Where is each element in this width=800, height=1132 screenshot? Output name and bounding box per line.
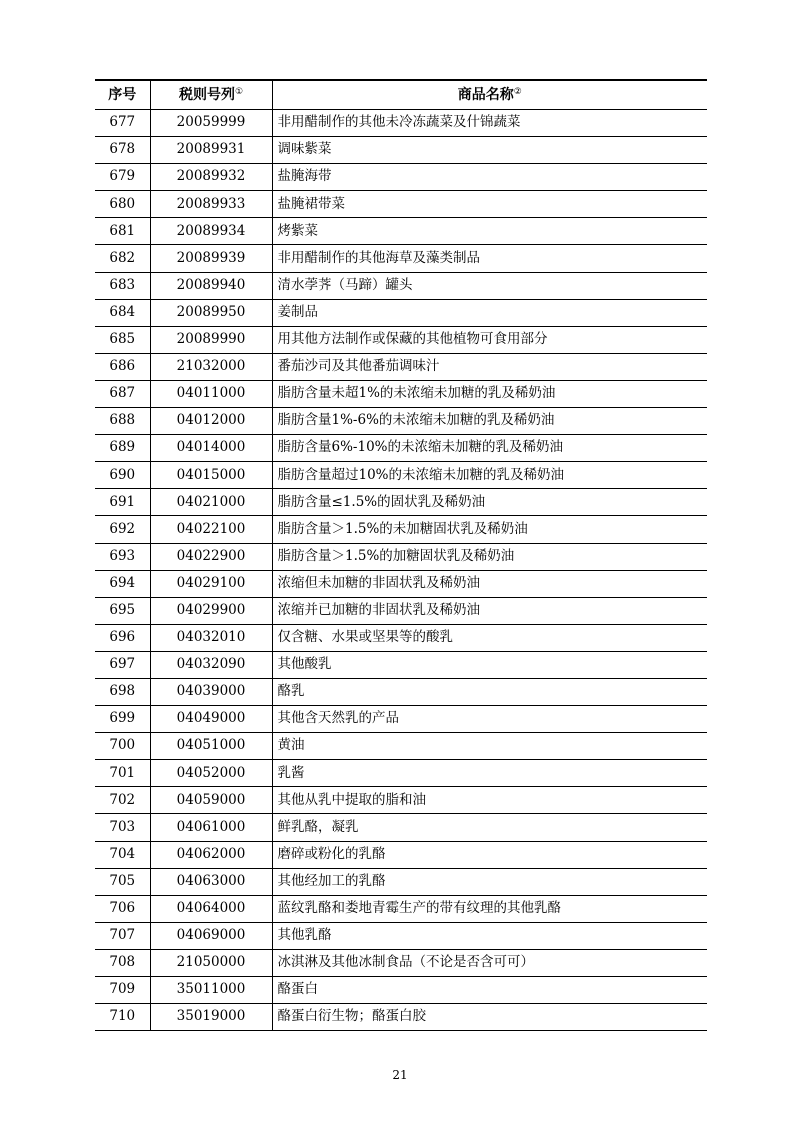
cell-seq: 696: [95, 624, 150, 651]
cell-seq: 687: [95, 380, 150, 407]
table-row: [95, 164, 707, 191]
table-row: [95, 299, 707, 326]
cell-tariff-code: 04061000: [150, 814, 272, 841]
cell-product-name: 用其他方法制作或保藏的其他植物可食用部分: [272, 326, 707, 353]
table-row: [95, 353, 707, 380]
table-row: [95, 922, 707, 949]
cell-product-name: 脂肪含量＞1.5%的加糖固状乳及稀奶油: [272, 543, 707, 570]
cell-product-name: 脂肪含量6%-10%的未浓缩未加糖的乳及稀奶油: [272, 435, 707, 462]
cell-seq: 685: [95, 326, 150, 353]
table-row: [95, 841, 707, 868]
table-row: [95, 895, 707, 922]
table-row: [95, 543, 707, 570]
cell-seq: 703: [95, 814, 150, 841]
cell-seq: 710: [95, 1004, 150, 1031]
cell-product-name: 烤紫菜: [272, 218, 707, 245]
cell-product-name: 磨碎或粉化的乳酪: [272, 841, 707, 868]
cell-tariff-code: 21032000: [150, 353, 272, 380]
cell-seq: 681: [95, 218, 150, 245]
cell-tariff-code: 04052000: [150, 760, 272, 787]
cell-seq: 692: [95, 516, 150, 543]
cell-seq: 679: [95, 164, 150, 191]
cell-seq: 690: [95, 462, 150, 489]
cell-tariff-code: 20089934: [150, 218, 272, 245]
cell-seq: 705: [95, 868, 150, 895]
cell-seq: 693: [95, 543, 150, 570]
cell-tariff-code: 04032090: [150, 651, 272, 678]
cell-tariff-code: 20089950: [150, 299, 272, 326]
cell-tariff-code: 04063000: [150, 868, 272, 895]
table-row: [95, 678, 707, 705]
cell-tariff-code: 04029100: [150, 570, 272, 597]
cell-tariff-code: 20059999: [150, 110, 272, 137]
cell-tariff-code: 04015000: [150, 462, 272, 489]
cell-product-name: 仅含糖、水果或坚果等的酸乳: [272, 624, 707, 651]
cell-product-name: 浓缩但未加糖的非固状乳及稀奶油: [272, 570, 707, 597]
cell-product-name: 番茄沙司及其他番茄调味汁: [272, 353, 707, 380]
cell-seq: 678: [95, 137, 150, 164]
cell-product-name: 其他乳酪: [272, 922, 707, 949]
cell-tariff-code: 21050000: [150, 949, 272, 976]
table-row: [95, 787, 707, 814]
cell-seq: 697: [95, 651, 150, 678]
cell-product-name: 清水荸荠（马蹄）罐头: [272, 272, 707, 299]
cell-product-name: 其他从乳中提取的脂和油: [272, 787, 707, 814]
table-row: [95, 706, 707, 733]
cell-tariff-code: 04064000: [150, 895, 272, 922]
table-row: [95, 380, 707, 407]
cell-product-name: 盐腌海带: [272, 164, 707, 191]
table-row: [95, 868, 707, 895]
cell-seq: 704: [95, 841, 150, 868]
cell-seq: 689: [95, 435, 150, 462]
cell-product-name: 酪蛋白: [272, 977, 707, 1004]
cell-product-name: 脂肪含量≤1.5%的固状乳及稀奶油: [272, 489, 707, 516]
cell-product-name: 脂肪含量未超1%的未浓缩未加糖的乳及稀奶油: [272, 380, 707, 407]
table-row: [95, 733, 707, 760]
cell-product-name: 脂肪含量1%-6%的未浓缩未加糖的乳及稀奶油: [272, 408, 707, 435]
cell-product-name: 蓝纹乳酪和娄地青霉生产的带有纹理的其他乳酪: [272, 895, 707, 922]
cell-product-name: 脂肪含量超过10%的未浓缩未加糖的乳及稀奶油: [272, 462, 707, 489]
cell-tariff-code: 20089932: [150, 164, 272, 191]
cell-product-name: 其他含天然乳的产品: [272, 706, 707, 733]
tariff-table: [95, 79, 707, 1031]
table-row: [95, 245, 707, 272]
table-row: [95, 137, 707, 164]
table-row: [95, 814, 707, 841]
table-row: [95, 110, 707, 137]
table-row: [95, 218, 707, 245]
cell-product-name: 脂肪含量＞1.5%的未加糖固状乳及稀奶油: [272, 516, 707, 543]
table-row: [95, 570, 707, 597]
cell-tariff-code: 04022100: [150, 516, 272, 543]
cell-tariff-code: 04014000: [150, 435, 272, 462]
cell-seq: 700: [95, 733, 150, 760]
cell-product-name: 鲜乳酪，凝乳: [272, 814, 707, 841]
table-row: [95, 191, 707, 218]
footnote-marker-1: ①: [234, 87, 244, 97]
cell-seq: 698: [95, 678, 150, 705]
cell-product-name: 黄油: [272, 733, 707, 760]
table-row: [95, 408, 707, 435]
cell-seq: 691: [95, 489, 150, 516]
cell-product-name: 其他酸乳: [272, 651, 707, 678]
table-row: [95, 272, 707, 299]
table-row: [95, 326, 707, 353]
cell-seq: 682: [95, 245, 150, 272]
cell-tariff-code: 35011000: [150, 977, 272, 1004]
cell-product-name: 酪蛋白衍生物；酪蛋白胶: [272, 1004, 707, 1031]
table-row: [95, 949, 707, 976]
cell-tariff-code: 20089939: [150, 245, 272, 272]
page-number: 21: [392, 1068, 408, 1082]
cell-product-name: 调味紫菜: [272, 137, 707, 164]
table-row: [95, 597, 707, 624]
table-row: [95, 516, 707, 543]
cell-product-name: 冰淇淋及其他冰制食品（不论是否含可可）: [272, 949, 707, 976]
cell-product-name: 其他经加工的乳酪: [272, 868, 707, 895]
cell-product-name: 乳酱: [272, 760, 707, 787]
table-row: [95, 1004, 707, 1031]
cell-tariff-code: 04069000: [150, 922, 272, 949]
cell-tariff-code: 20089990: [150, 326, 272, 353]
cell-tariff-code: 04021000: [150, 489, 272, 516]
cell-product-name: 姜制品: [272, 299, 707, 326]
cell-product-name: 非用醋制作的其他未冷冻蔬菜及什锦蔬菜: [272, 110, 707, 137]
table-row: [95, 624, 707, 651]
cell-seq: 677: [95, 110, 150, 137]
cell-tariff-code: 04062000: [150, 841, 272, 868]
cell-tariff-code: 04022900: [150, 543, 272, 570]
cell-seq: 686: [95, 353, 150, 380]
cell-tariff-code: 20089940: [150, 272, 272, 299]
table-header-row: [95, 80, 707, 110]
cell-seq: 707: [95, 922, 150, 949]
table-row: [95, 462, 707, 489]
cell-product-name: 盐腌裙带菜: [272, 191, 707, 218]
footnote-marker-2: ②: [513, 87, 522, 97]
table-row: [95, 977, 707, 1004]
cell-seq: 694: [95, 570, 150, 597]
cell-tariff-code: 04029900: [150, 597, 272, 624]
cell-product-name: 酪乳: [272, 678, 707, 705]
cell-seq: 702: [95, 787, 150, 814]
cell-seq: 684: [95, 299, 150, 326]
cell-seq: 709: [95, 977, 150, 1004]
cell-seq: 680: [95, 191, 150, 218]
cell-product-name: 浓缩并已加糖的非固状乳及稀奶油: [272, 597, 707, 624]
cell-product-name: 非用醋制作的其他海草及藻类制品: [272, 245, 707, 272]
header-seq: 序号: [95, 80, 150, 110]
header-code: 税则号列①: [150, 80, 272, 110]
cell-tariff-code: 04011000: [150, 380, 272, 407]
table-row: [95, 435, 707, 462]
cell-tariff-code: 04039000: [150, 678, 272, 705]
cell-tariff-code: 04059000: [150, 787, 272, 814]
cell-tariff-code: 20089933: [150, 191, 272, 218]
cell-tariff-code: 20089931: [150, 137, 272, 164]
cell-seq: 701: [95, 760, 150, 787]
table-row: [95, 489, 707, 516]
cell-tariff-code: 04012000: [150, 408, 272, 435]
cell-seq: 708: [95, 949, 150, 976]
cell-seq: 688: [95, 408, 150, 435]
cell-seq: 706: [95, 895, 150, 922]
cell-tariff-code: 04032010: [150, 624, 272, 651]
cell-seq: 683: [95, 272, 150, 299]
table-row: [95, 760, 707, 787]
cell-seq: 695: [95, 597, 150, 624]
header-name: 商品名称②: [272, 80, 707, 110]
cell-tariff-code: 04051000: [150, 733, 272, 760]
cell-seq: 699: [95, 706, 150, 733]
cell-tariff-code: 35019000: [150, 1004, 272, 1031]
table-row: [95, 651, 707, 678]
cell-tariff-code: 04049000: [150, 706, 272, 733]
